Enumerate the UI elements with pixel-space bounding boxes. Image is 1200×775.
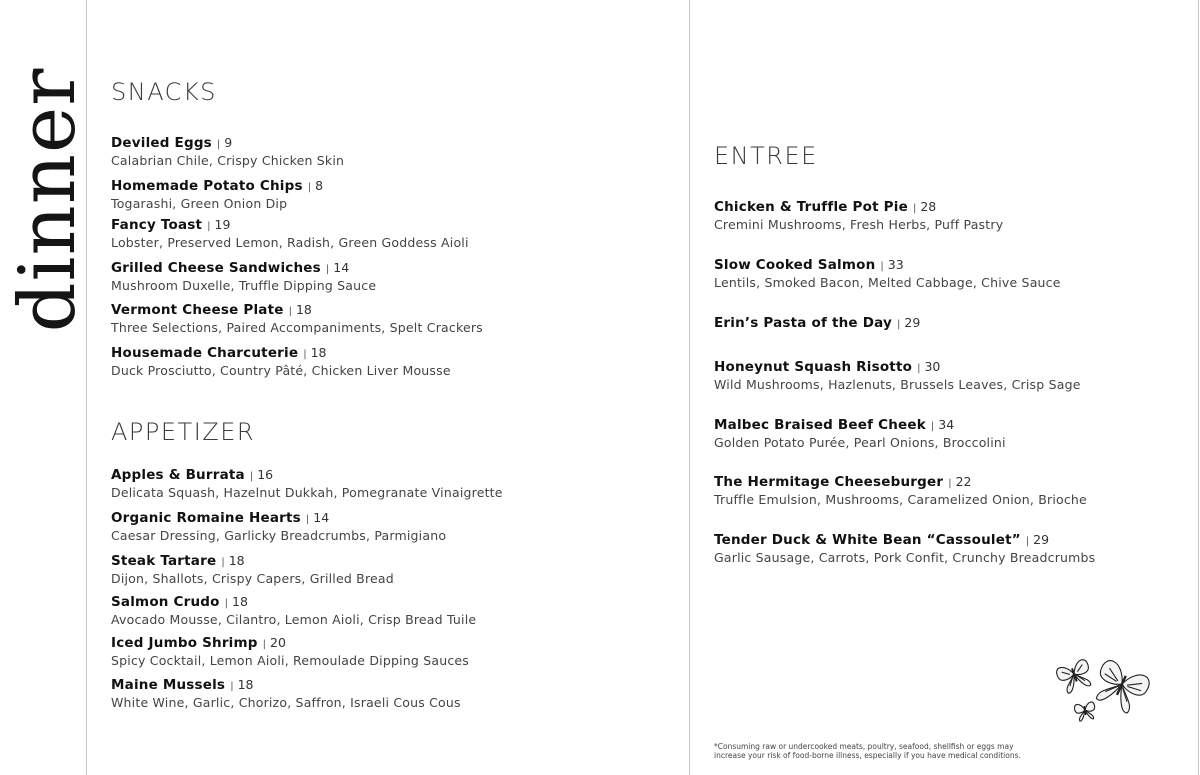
butterfly-icon: [1052, 652, 1152, 724]
item-description: White Wine, Garlic, Chorizo, Saffron, Israeli Cous Cous: [111, 695, 461, 710]
item-price: 9: [224, 135, 233, 150]
price-separator: |: [1025, 536, 1030, 547]
menu-item: [714, 198, 1003, 232]
menu-item: [111, 259, 376, 293]
item-price: 18: [295, 302, 312, 317]
item-name: Apples & Burrata: [111, 467, 245, 483]
menu-item: [111, 634, 469, 668]
item-description: Three Selections, Paired Accompaniments, Spelt Crackers: [111, 320, 483, 335]
center-divider: [689, 0, 690, 775]
item-description: Golden Potato Purée, Pearl Onions, Broccolini: [714, 435, 1006, 450]
item-description: Dijon, Shallots, Crispy Capers, Grilled Bread: [111, 571, 394, 586]
item-name: Tender Duck & White Bean “Cassoulet”: [714, 532, 1021, 548]
price-separator: |: [221, 557, 225, 568]
item-price: 18: [232, 594, 248, 609]
price-separator: |: [912, 203, 917, 214]
item-price: 14: [333, 260, 350, 275]
price-separator: |: [303, 349, 307, 360]
price-separator: |: [249, 471, 254, 482]
price-separator: |: [897, 319, 901, 330]
item-name: Fancy Toast: [111, 217, 203, 233]
item-name: Homemade Potato Chips: [111, 178, 303, 194]
price-separator: |: [216, 139, 221, 150]
menu-item: [714, 416, 1006, 450]
price-separator: |: [307, 182, 312, 193]
price-separator: |: [930, 421, 935, 432]
item-price: 30: [924, 359, 941, 374]
item-name: Housemade Charcuterie: [111, 345, 299, 361]
item-description: Togarashi, Green Onion Dip: [111, 196, 288, 211]
item-description: Calabrian Chile, Crispy Chicken Skin: [111, 153, 345, 168]
item-price: 33: [887, 257, 904, 272]
menu-item: [111, 552, 394, 586]
item-price: 29: [1033, 532, 1050, 547]
menu-item: [714, 473, 1087, 507]
menu-title: dinner: [3, 67, 93, 333]
item-description: Lentils, Smoked Bacon, Melted Cabbage, Chive Sauce: [714, 275, 1061, 290]
item-price: 18: [237, 677, 254, 692]
price-separator: |: [325, 264, 330, 275]
item-name: Slow Cooked Salmon: [714, 257, 876, 273]
item-name: The Hermitage Cheeseburger: [714, 474, 944, 490]
menu-item: [111, 509, 446, 543]
price-separator: |: [305, 514, 310, 525]
item-price: 18: [228, 553, 245, 568]
price-separator: |: [207, 221, 211, 232]
item-name: Iced Jumbo Shrimp: [111, 635, 258, 651]
menu-item: [111, 466, 503, 500]
item-price: 8: [315, 178, 324, 193]
menu-item: [714, 256, 1061, 290]
item-name: Erin’s Pasta of the Day: [714, 315, 892, 331]
appetizer-heading: APPETIZER: [111, 418, 256, 446]
item-price: 22: [955, 474, 972, 489]
item-description: Wild Mushrooms, Hazlenuts, Brussels Leaves, Crisp Sage: [714, 377, 1081, 392]
item-name: Organic Romaine Hearts: [111, 510, 301, 526]
menu-item: [714, 531, 1095, 565]
item-price: 20: [270, 635, 286, 650]
menu-item: [111, 593, 476, 627]
item-price: 14: [313, 510, 330, 525]
menu-item: [111, 344, 451, 378]
item-price: 34: [938, 417, 955, 432]
menu-item: [111, 216, 469, 250]
snacks-heading: SNACKS: [111, 78, 217, 106]
menu-item: [111, 676, 461, 710]
item-price: 28: [920, 199, 937, 214]
item-name: Maine Mussels: [111, 677, 226, 693]
item-price: 19: [214, 217, 231, 232]
price-separator: |: [288, 306, 292, 317]
item-price: 18: [310, 345, 327, 360]
item-description: Duck Prosciutto, Country Pâté, Chicken Liver Mousse: [111, 363, 451, 378]
right-divider: [1198, 0, 1199, 775]
menu-item: [111, 134, 344, 168]
menu-item: [714, 314, 920, 333]
menu-item: [714, 358, 1081, 392]
disclaimer-line: increase your risk of food-borne illness, especially if you have medical conditions.: [714, 751, 1021, 760]
price-separator: |: [262, 639, 267, 650]
entree-heading: ENTREE: [714, 142, 818, 170]
item-name: Chicken & Truffle Pot Pie: [714, 199, 908, 215]
item-name: Malbec Braised Beef Cheek: [714, 417, 926, 433]
price-separator: |: [948, 478, 952, 489]
price-separator: |: [224, 598, 229, 609]
item-description: Spicy Cocktail, Lemon Aioli, Remoulade Dipping Sauces: [111, 653, 469, 668]
item-name: Steak Tartare: [111, 553, 217, 569]
item-description: Garlic Sausage, Carrots, Pork Confit, Crunchy Breadcrumbs: [714, 550, 1096, 565]
item-description: Mushroom Duxelle, Truffle Dipping Sauce: [111, 278, 377, 293]
item-name: Deviled Eggs: [111, 135, 212, 151]
item-description: Delicata Squash, Hazelnut Dukkah, Pomegranate Vinaigrette: [111, 485, 503, 500]
price-separator: |: [880, 261, 884, 272]
item-description: Lobster, Preserved Lemon, Radish, Green Goddess Aioli: [111, 235, 469, 250]
price-separator: |: [230, 681, 234, 692]
item-name: Vermont Cheese Plate: [111, 302, 284, 318]
food-safety-disclaimer: [714, 742, 1054, 760]
menu-item: [111, 301, 483, 335]
disclaimer-line: *Consuming raw or undercooked meats, poultry, seafood, shellfish or eggs may: [714, 742, 1014, 751]
item-name: Grilled Cheese Sandwiches: [111, 260, 321, 276]
item-price: 29: [904, 315, 921, 330]
price-separator: |: [917, 363, 921, 374]
item-description: Caesar Dressing, Garlicky Breadcrumbs, Parmigiano: [111, 528, 447, 543]
item-price: 16: [257, 467, 274, 482]
item-description: Cremini Mushrooms, Fresh Herbs, Puff Pastry: [714, 217, 1004, 232]
menu-item: [111, 177, 323, 211]
item-name: Honeynut Squash Risotto: [714, 359, 913, 375]
item-description: Avocado Mousse, Cilantro, Lemon Aioli, Crisp Bread Tuile: [111, 612, 477, 627]
item-name: Salmon Crudo: [111, 594, 220, 610]
item-description: Truffle Emulsion, Mushrooms, Caramelized Onion, Brioche: [714, 492, 1087, 507]
